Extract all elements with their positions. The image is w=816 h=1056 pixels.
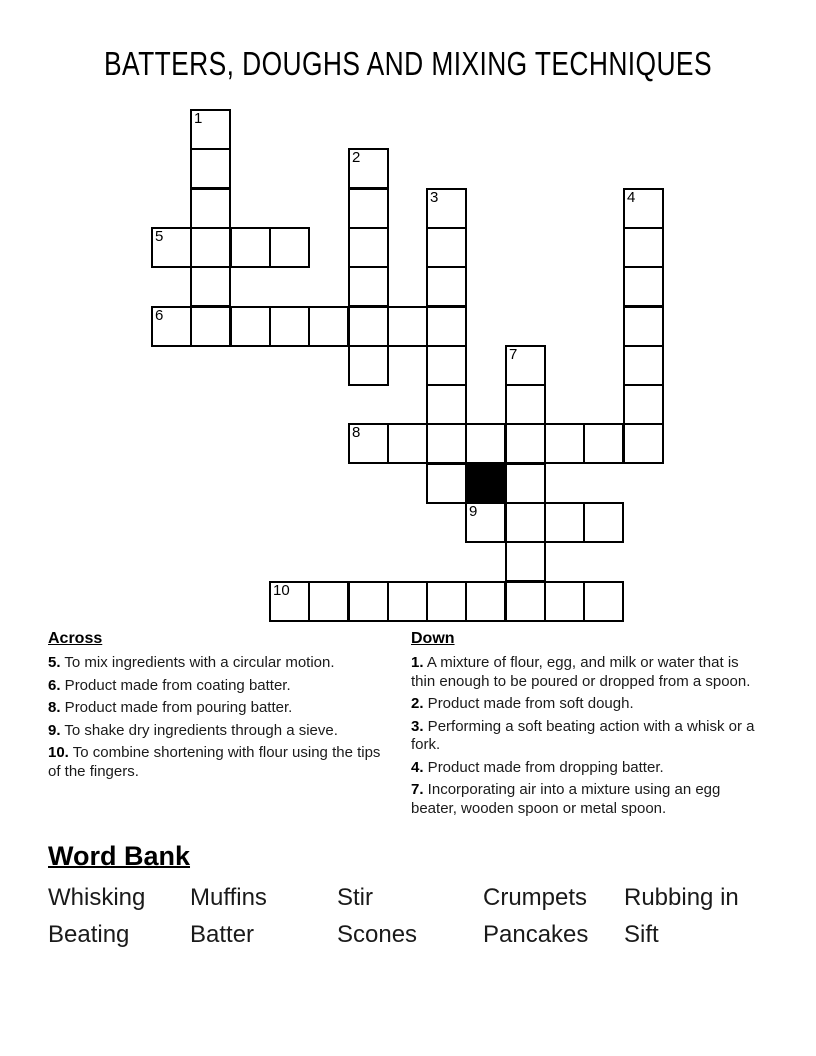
clue-item [48,722,385,741]
grid-cell [190,227,231,268]
grid-cell [269,306,310,347]
grid-cell [544,423,585,464]
clue-number: 5. [48,654,61,671]
word-bank-heading: Word Bank [48,841,191,871]
cell-number: 6 [155,307,164,324]
grid-cell [426,345,467,386]
grid-cell [426,188,467,229]
clue-item [411,718,756,755]
grid-cell [348,306,389,347]
grid-cell [623,384,664,425]
down-clues-section [411,629,756,822]
word-bank-word: Batter [190,921,255,948]
grid-cell [308,306,349,347]
grid-cell [269,581,310,622]
clue-number: 8. [48,699,61,716]
grid-cell [348,266,389,307]
across-clues-section [48,629,385,785]
grid-cell [348,148,389,189]
grid-cell [465,423,506,464]
word-bank-word: Scones [337,921,418,948]
cell-number: 4 [627,189,636,206]
cell-number: 2 [352,149,361,166]
down-heading: Down [411,630,455,647]
word-bank-word: Sift [624,921,659,948]
cell-number: 5 [155,228,164,245]
grid-cell [190,306,231,347]
cell-number: 10 [273,582,290,599]
clue-text: To shake dry ingredients through a sieve. [60,721,338,739]
grid-cell [230,306,271,347]
clue-item [48,744,385,781]
grid-cell [387,423,428,464]
grid-cell [426,463,467,504]
grid-cell [348,423,389,464]
word-bank-list [48,884,788,949]
clue-text: Incorporating air into a mixture using an egg beater, wooden spoon or metal spoon. [411,781,721,817]
grid-cell [505,384,546,425]
cell-number: 1 [194,110,203,127]
grid-cell [505,463,546,504]
grid-cell [348,227,389,268]
grid-cell [190,148,231,189]
grid-cell [190,109,231,150]
clue-number: 7. [411,781,424,798]
clue-item [411,759,756,778]
clue-number: 4. [411,758,424,776]
clue-item [48,677,385,696]
clue-item [411,695,756,714]
grid-cell [230,227,271,268]
word-bank-word: Pancakes [483,921,589,948]
grid-cell [505,345,546,386]
grid-cell [426,227,467,268]
grid-cell [426,266,467,307]
clue-item [48,699,385,718]
grid-cell [190,188,231,229]
cell-number: 8 [352,424,361,441]
grid-cell [426,581,467,622]
grid-cell [151,227,192,268]
clue-item [411,654,756,691]
grid-cell [583,581,624,622]
grid-cell [465,502,506,543]
grid-cell [505,502,546,543]
clue-number: 10. [48,744,69,761]
clue-text: Performing a soft beating action with a whisk or a fork. [411,717,755,753]
grid-cell [308,581,349,622]
grid-cell [505,581,546,622]
clue-text: Product made from soft dough. [423,695,634,712]
word-bank-word: Crumpets [483,884,588,911]
word-bank-word: Whisking [48,884,146,911]
grid-cell [583,423,624,464]
clue-text: To mix ingredients with a circular motion. [60,654,335,671]
grid-cell [348,188,389,229]
grid-cell [387,306,428,347]
grid-cell [623,227,664,268]
grid-cell [348,345,389,386]
word-bank-word: Stir [337,884,373,911]
grid-cell [348,581,389,622]
grid-cell [151,306,192,347]
grid-cell [623,423,664,464]
grid-cell [426,306,467,347]
clue-number: 3. [411,717,424,735]
grid-cell [505,541,546,582]
grid-cell [387,581,428,622]
word-bank-word: Beating [48,921,130,948]
word-bank-section [48,841,788,949]
grid-cell [426,423,467,464]
crossword-grid [151,109,666,623]
clue-number: 1. [411,654,424,671]
clue-text: A mixture of flour, egg, and milk or water that is thin enough to be poured or dropped from a spoon. [411,654,751,690]
grid-cell [623,306,664,347]
grid-cell [583,502,624,543]
grid-cell [544,581,585,622]
grid-cell [465,581,506,622]
grid-cell [190,266,231,307]
clue-text: Product made from dropping batter. [423,758,664,776]
puzzle-title: BATTERS, DOUGHS AND MIXING TECHNIQUES [104,45,712,82]
grid-cell [426,384,467,425]
word-bank-word: Rubbing in [624,884,739,911]
clue-item [48,654,385,673]
cell-number: 3 [430,189,439,206]
clue-text: To combine shortening with flour using the tips of the fingers. [48,744,381,780]
cell-number: 9 [469,503,478,520]
grid-cell [269,227,310,268]
word-bank-word: Muffins [190,884,267,911]
grid-cell [544,502,585,543]
clue-text: Product made from pouring batter. [60,699,293,716]
grid-cell [623,188,664,229]
grid-cell [623,266,664,307]
cell-number: 7 [509,346,518,363]
black-cell [465,463,506,504]
grid-cell [505,423,546,464]
clue-item [411,781,756,818]
clue-number: 6. [48,676,61,694]
clue-text: Product made from coating batter. [60,676,291,694]
across-heading: Across [48,630,103,647]
clue-number: 2. [411,695,424,712]
grid-cell [623,345,664,386]
clue-number: 9. [48,721,61,739]
